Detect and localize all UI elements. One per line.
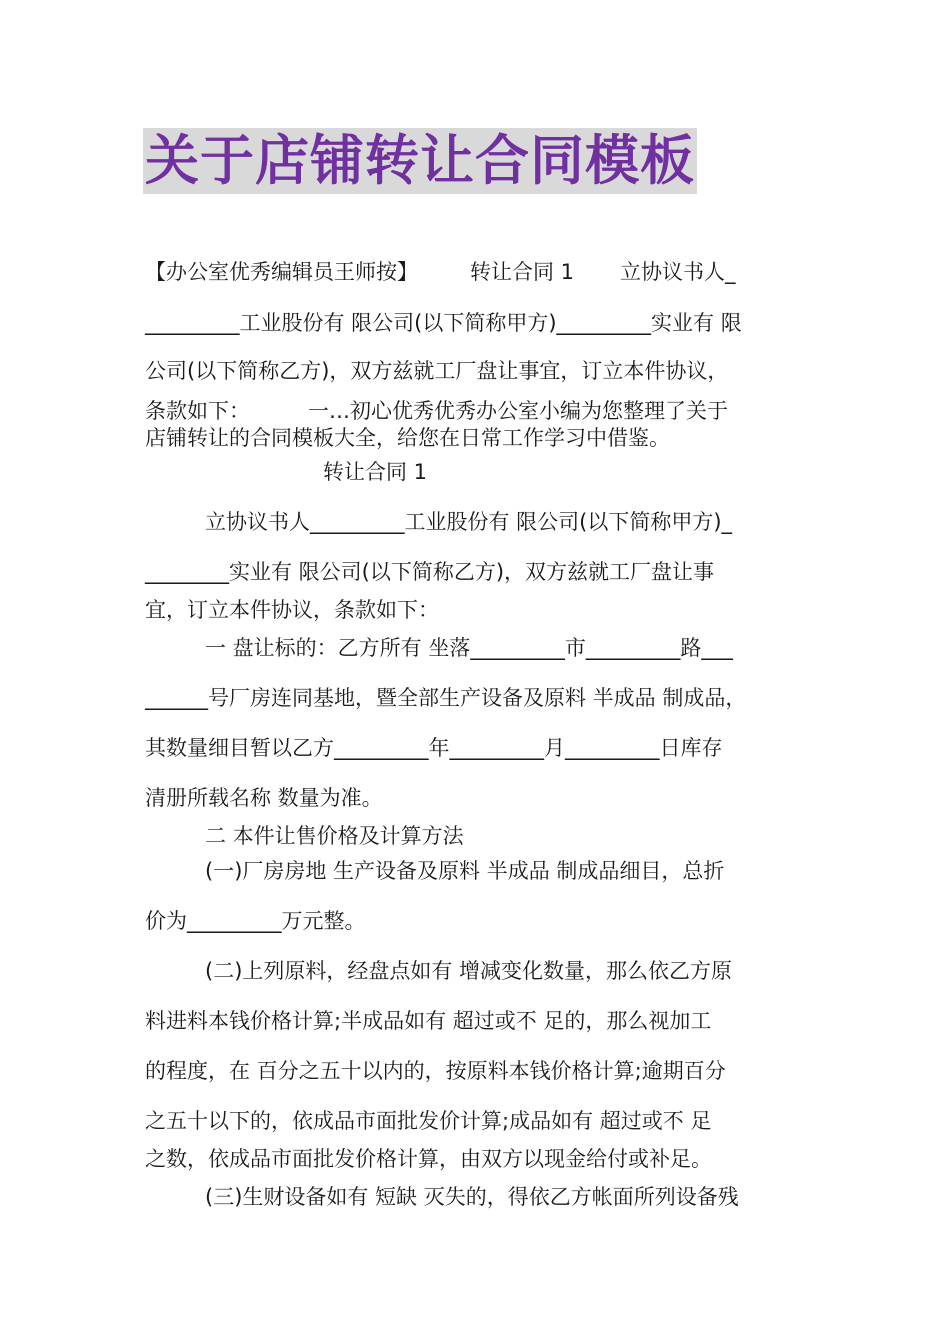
paragraph-line: 之数，依成品市面批发价格计算，由双方以现金给付或补足。 bbox=[145, 1147, 712, 1171]
sub-clause-1: (一)厂房房地 生产设备及原料 半成品 制成品细目，总折 bbox=[205, 859, 725, 883]
clause-two-heading: 二 本件让售价格及计算方法 bbox=[205, 824, 464, 848]
paragraph-line: 价为_________万元整。 bbox=[145, 909, 366, 933]
paragraph-line: 其数量细目暂以乙方_________年_________月_________日库存 bbox=[145, 736, 723, 760]
editor-note: 【办公室优秀编辑员王师按】 bbox=[145, 260, 418, 284]
sub-clause-3: (三)生财设备如有 短缺 灭失的，得依乙方帐面所列设备残 bbox=[205, 1185, 739, 1209]
signatory-prefix: 立协议书人_ bbox=[620, 260, 736, 284]
intro-line-4 bbox=[145, 397, 728, 425]
intro-line-1 bbox=[145, 258, 736, 286]
contract-heading: 转让合同 1 bbox=[323, 460, 428, 484]
paragraph-line: 立协议书人_________工业股份有 限公司(以下简称甲方)_ bbox=[205, 510, 733, 534]
terms-lead: 条款如下： bbox=[145, 399, 250, 423]
paragraph-line: 料进料本钱价格计算;半成品如有 超过或不 足的，那么视加工 bbox=[145, 1009, 712, 1033]
paragraph-line: ________实业有 限公司(以下简称乙方)，双方兹就工厂盘让事 bbox=[145, 560, 715, 584]
contract-heading-inline: 转让合同 1 bbox=[470, 260, 575, 284]
paragraph-line: 的程度，在 百分之五十以内的，按原料本钱价格计算;逾期百分 bbox=[145, 1059, 726, 1083]
paragraph-line: 之五十以下的，依成品市面批发价计算;成品如有 超过或不 足 bbox=[145, 1109, 712, 1133]
intro-line-2: _________工业股份有 限公司(以下简称甲方)_________实业有 限 bbox=[145, 311, 742, 335]
paragraph-line: ______号厂房连同基地，暨全部生产设备及原料 半成品 制成品， bbox=[145, 686, 747, 710]
paragraph-line: 宜，订立本件协议，条款如下： bbox=[145, 598, 439, 622]
document-title: 关于店铺转让合同模板 bbox=[145, 129, 695, 192]
paragraph-line: 清册所载名称 数量为准。 bbox=[145, 786, 383, 810]
intro-summary: 一…初心优秀优秀办公室小编为您整理了关于 bbox=[308, 399, 728, 423]
clause-one-heading: 一 盘让标的：乙方所有 坐落_________市_________路___ bbox=[205, 636, 733, 660]
sub-clause-2: (二)上列原料，经盘点如有 增减变化数量，那么依乙方原 bbox=[205, 959, 733, 983]
intro-line-3: 公司(以下简称乙方)，双方兹就工厂盘让事宜，订立本件协议， bbox=[145, 359, 729, 383]
intro-line-5: 店铺转让的合同模板大全，给您在日常工作学习中借鉴。 bbox=[145, 426, 670, 450]
